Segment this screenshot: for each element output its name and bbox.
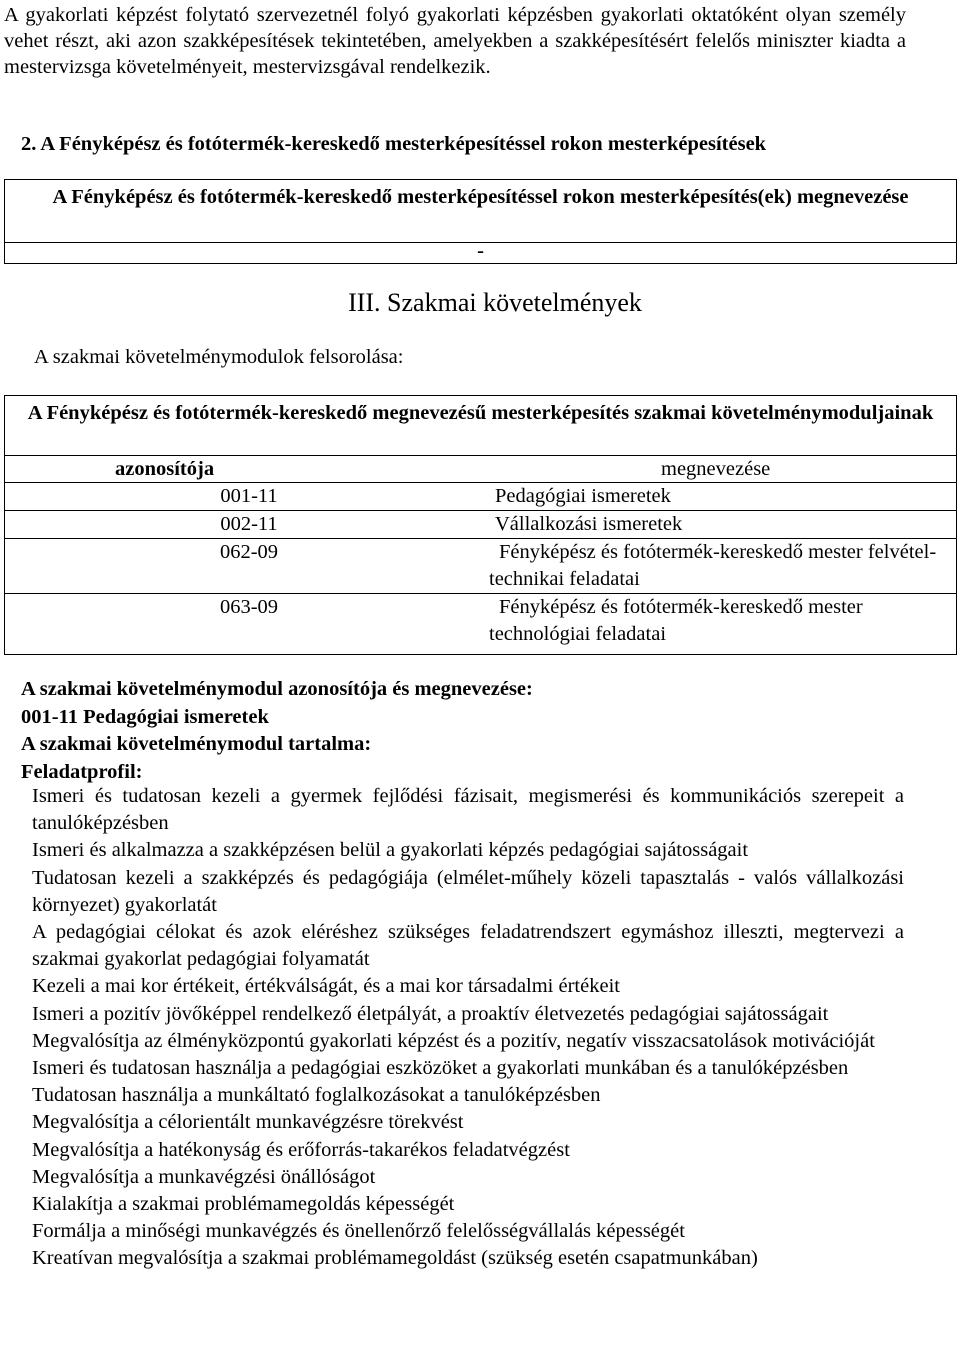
list-item: Megvalósítja a célorientált munkavégzésre törekvést — [32, 1111, 464, 1134]
module-id-name: 001-11 Pedagógiai ismeretek — [21, 705, 269, 728]
list-item: Ismeri a pozitív jövőképpel rendelkező életpályát, a proaktív életvezetés pedagógiai sajátosságait — [32, 1002, 829, 1025]
related-qualifications-header: A Fényképész és fotótermék-kereskedő mesterképesítéssel rokon mesterképesítés(ek) megnevezése — [52, 186, 909, 208]
related-qualifications-table — [4, 179, 957, 264]
section-3-heading: III. Szakmai követelmények — [348, 288, 642, 317]
table-row — [5, 482, 956, 510]
column-header-name: megnevezése — [661, 458, 771, 480]
list-item: Formálja a minőségi munkavégzés és önellenőrző felelősségvállalás képességét — [32, 1220, 685, 1243]
list-item: Megvalósítja a hatékonyság és erőforrás-takarékos feladatvégzést — [32, 1138, 570, 1161]
list-item: Ismeri és tudatosan használja a pedagógiai eszközöket a gyakorlati munkában és a tanulóképzésben — [32, 1057, 849, 1080]
modules-table — [4, 395, 957, 655]
module-name: Fényképész és fotótermék-kereskedő mester technológiai feladatai — [489, 596, 863, 645]
module-id-name-label: A szakmai követelménymodul azonosítója és megnevezése: — [21, 678, 533, 700]
list-item: A pedagógiai célokat és azok eléréshez szükséges feladatrendszert egymáshoz illeszti, megtervezi a szakmai gyakorlat pedagógiai folyamatát — [32, 921, 904, 971]
module-id: 062-09 — [219, 541, 279, 563]
list-item: Megvalósítja az élményközpontú gyakorlati képzést és a pozitív, negatív visszacsatolások motivációját — [32, 1029, 875, 1052]
list-item: Kialakítja a szakmai problémamegoldás képességét — [32, 1193, 455, 1216]
list-item: Ismeri és tudatosan kezeli a gyermek fejlődési fázisait, megismerési és kommunikációs szerepeit a tanulóképzésben — [32, 785, 904, 835]
modules-table-caption: A Fényképész és fotótermék-kereskedő megnevezésű mesterképesítés szakmai követelménymoduljainak — [27, 402, 934, 424]
column-header-id: azonosítója — [115, 458, 215, 480]
module-id: 063-09 — [219, 596, 279, 618]
table-row — [5, 538, 956, 593]
related-qualifications-value: - — [477, 240, 484, 262]
task-profile-list — [32, 783, 904, 1273]
list-item: Kreatívan megvalósítja a szakmai problémamegoldást (szükség esetén csapatmunkában) — [32, 1247, 758, 1270]
module-content-label: A szakmai követelménymodul tartalma: — [21, 733, 372, 755]
module-name: Fényképész és fotótermék-kereskedő mester felvétel-technikai feladatai — [489, 541, 937, 590]
intro-paragraph: A gyakorlati képzést folytató szervezetnél folyó gyakorlati képzésben gyakorlati oktatóként olyan személy vehet részt, aki azon szakképesítések tekintetében, amelyekben a szakképesítésért felelős miniszter kiadta a mestervizsga követelményeit, mestervizsgával rendelkezik. — [4, 4, 906, 78]
section-2-heading: 2. A Fényképész és fotótermék-kereskedő mesterképesítéssel rokon mesterképesítések — [21, 133, 767, 155]
modules-table-header-row — [5, 455, 956, 482]
list-item: Megvalósítja a munkavégzési önállóságot — [32, 1165, 376, 1188]
module-name: Vállalkozási ismeretek — [495, 513, 683, 535]
module-id: 002-11 — [220, 513, 278, 535]
list-item: Ismeri és alkalmazza a szakképzésen belül a gyakorlati képzés pedagógiai sajátosságait — [32, 839, 749, 862]
table-row — [5, 593, 956, 648]
task-profile-label: Feladatprofil: — [21, 760, 143, 783]
modules-list-label: A szakmai követelménymodulok felsorolása: — [34, 346, 404, 368]
module-name: Pedagógiai ismeretek — [495, 485, 671, 507]
module-id: 001-11 — [220, 485, 278, 507]
module-details — [21, 676, 941, 786]
table-row — [5, 510, 956, 538]
list-item: Kezeli a mai kor értékeit, értékválságát, és a mai kor társadalmi értékeit — [32, 975, 620, 998]
list-item: Tudatosan használja a munkáltató foglalkozásokat a tanulóképzésben — [32, 1084, 601, 1107]
list-item: Tudatosan kezeli a szakképzés és pedagógiája (elmélet-műhely közeli tapasztalás - valós vállalkozási környezet) gyakorlatát — [32, 866, 904, 916]
